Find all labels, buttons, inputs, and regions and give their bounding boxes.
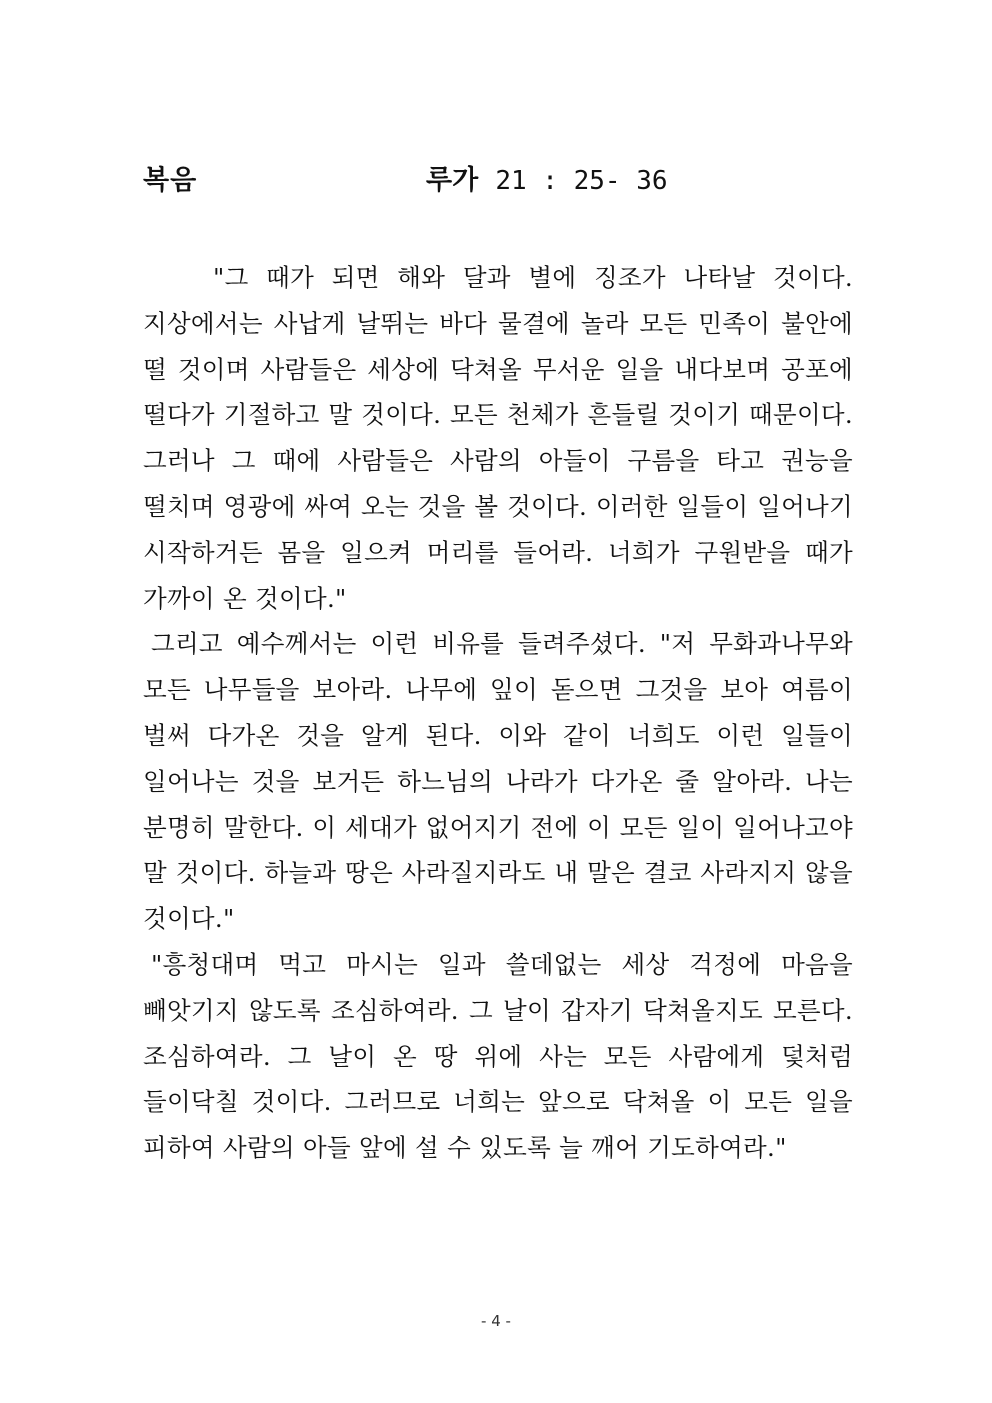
scripture-reference (426, 158, 668, 197)
paragraph-2: 그리고 예수께서는 이런 비유를 들려주셨다. "저 무화과나무와 모든 나무들을 보아라. 나무에 잎이 돋으면 그것을 보아 여름이 벌써 다가온 것을 알게 된다. 이와 같이 너희도 이런 일들이 일어나는 것을 보거든 하느님의 나라가 다가온 줄 알아라. 나는 분명히 말한다. 이 세대가 없어지기 전에 이 모든 일이 일어나고야 말 것이다. 하늘과 땅은 사라질지라도 내 말은 결코 사라지지 않을 것이다." (143, 629, 853, 934)
reference-verses: 21 : 25- 36 (495, 166, 668, 196)
page-number: - 4 - (481, 1312, 511, 1330)
paragraph-1: "그 때가 되면 해와 달과 별에 징조가 나타날 것이다. 지상에서는 사납게 날뛰는 바다 물결에 놀라 모든 민족이 불안에 떨 것이며 사람들은 세상에 닥쳐올 무서운 일을 내다보며 공포에 떨다가 기절하고 말 것이다. 모든 천체가 흔들릴 것이기 때문이다. 그러나 그 때에 사람들은 사람의 아들이 구름을 타고 권능을 떨치며 영광에 싸여 오는 것을 볼 것이다. 이러한 일들이 일어나기 시작하거든 몸을 일으켜 머리를 들어라. 너희가 구원받을 때가 가까이 온 것이다." (143, 263, 853, 613)
reference-book: 루가 (426, 165, 479, 196)
gospel-text (143, 255, 853, 1171)
gospel-heading (143, 158, 853, 204)
section-label: 복음 (143, 165, 198, 196)
paragraph-3: "흥청대며 먹고 마시는 일과 쓸데없는 세상 걱정에 마음을 빼앗기지 않도록 조심하여라. 그 날이 갑자기 닥쳐올지도 모른다. 조심하여라. 그 날이 온 땅 위에 사는 모든 사람에게 덫처럼 들이닥칠 것이다. 그러므로 너희는 앞으로 닥쳐올 이 모든 일을 피하여 사람의 아들 앞에 설 수 있도록 늘 깨어 기도하여라." (143, 949, 853, 1163)
